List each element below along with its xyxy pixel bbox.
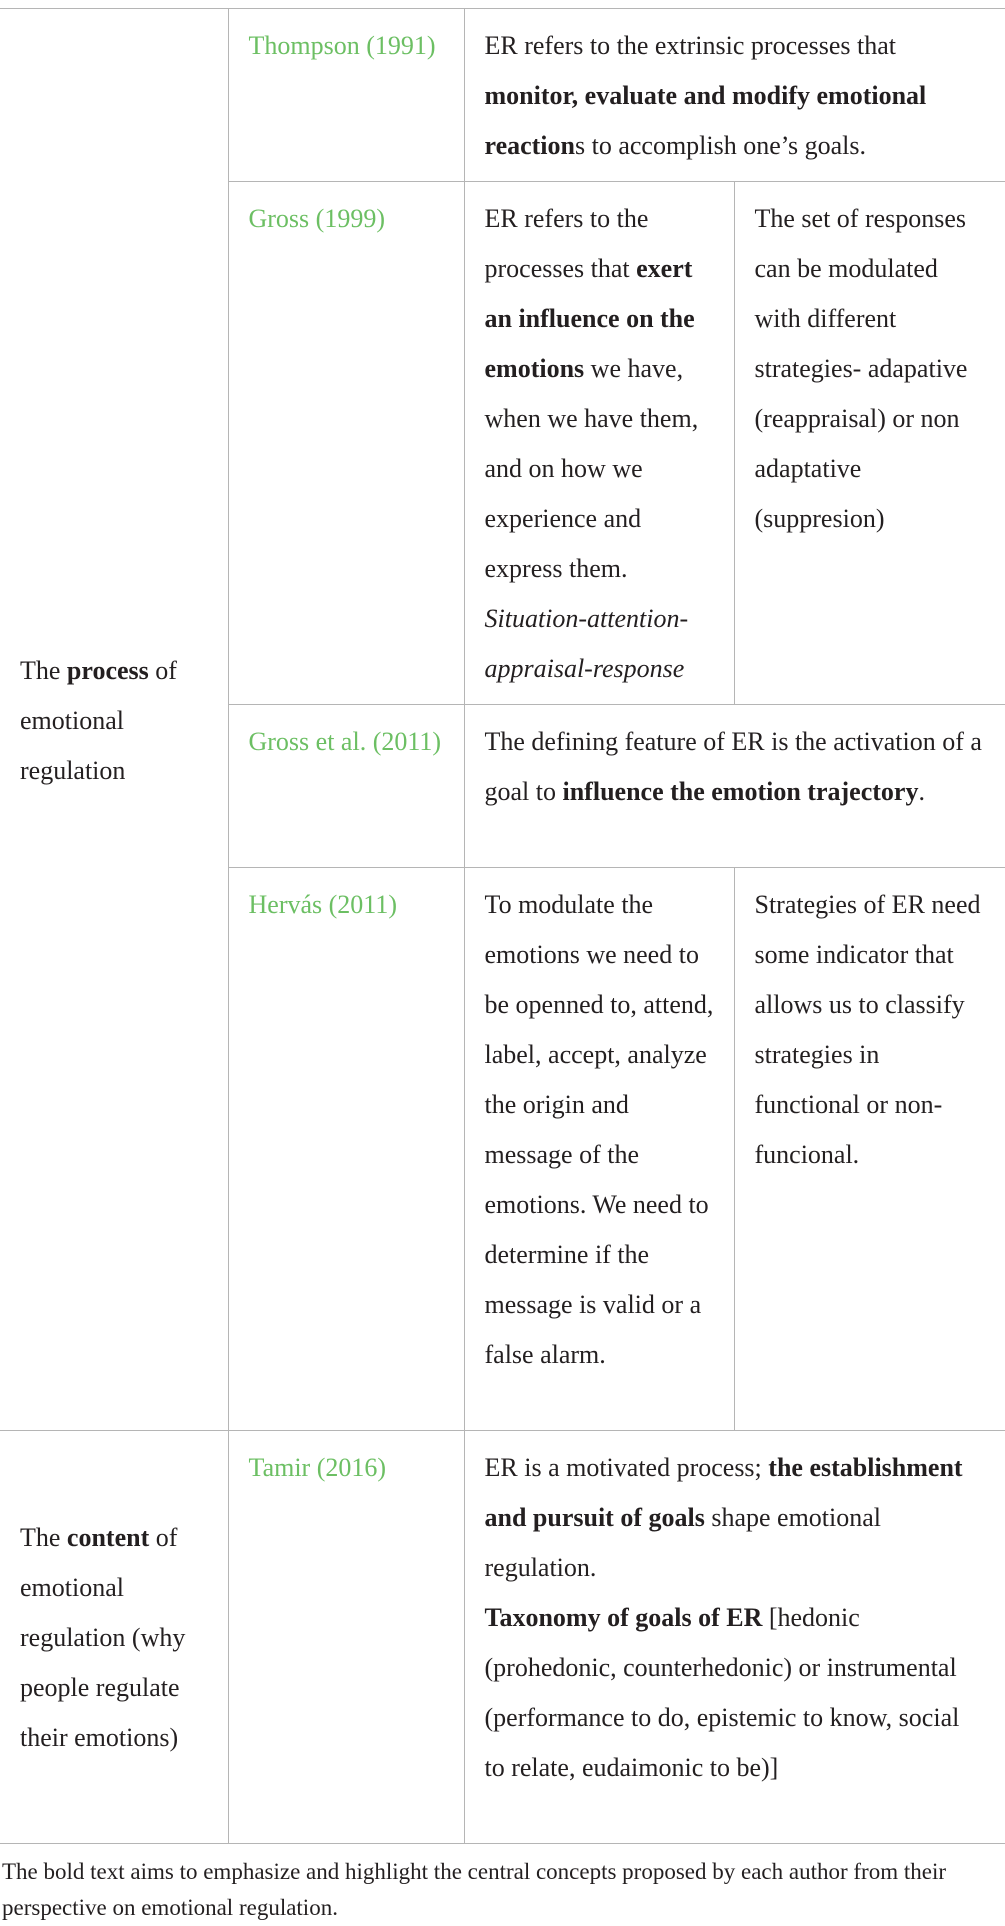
emotion-regulation-table — [0, 8, 1005, 1844]
author-cell — [228, 182, 464, 705]
group-label-pre: The — [20, 655, 67, 685]
group-label-bold: process — [66, 655, 149, 685]
definition-cell — [464, 705, 1005, 868]
definition-text: we have, when we have them, and on how we experience and express them. — [484, 354, 699, 583]
group-cell-content — [0, 1431, 228, 1844]
definition-text: ER is a motivated process; — [484, 1453, 769, 1482]
note-cell — [734, 868, 1005, 1431]
author-link[interactable]: Gross (1999) — [248, 204, 385, 233]
definition-text: The defining feature of ER is the activation of a goal to — [484, 727, 982, 806]
definition-bold: exert an influence on the emotions — [484, 254, 695, 383]
definition-text: shape emotional regulation. — [484, 1503, 882, 1582]
group-cell-process — [0, 9, 228, 1431]
author-cell — [228, 705, 464, 868]
definition-italic: Situation-attention-appraisal-response — [484, 604, 689, 683]
author-link[interactable]: Tamir (2016) — [248, 1453, 387, 1482]
table-row — [0, 1431, 1005, 1844]
taxonomy-bold: Taxonomy of goals of ER — [484, 1603, 763, 1632]
definition-cell — [464, 9, 1005, 182]
definition-cell — [464, 868, 734, 1431]
author-link[interactable]: Thompson (1991) — [248, 31, 436, 60]
author-link[interactable]: Gross et al. (2011) — [248, 727, 442, 756]
definition-bold: the establishment and pursuit of goals — [484, 1453, 963, 1532]
definition-text: ER refers to the processes that — [484, 204, 649, 283]
definition-cell — [464, 182, 734, 705]
note-text: The set of responses can be modulated with different strategies- adapative (reappraisal) or non adaptative (suppresion) — [754, 204, 968, 533]
table-footnote: The bold text aims to emphasize and highlight the central concepts proposed by each author from their perspective on emotional regulation. — [2, 1859, 946, 1920]
author-cell — [228, 868, 464, 1431]
author-link[interactable]: Hervás (2011) — [248, 890, 397, 919]
definition-cell — [464, 1431, 1005, 1844]
definition-text: . — [918, 777, 925, 806]
definition-bold: monitor, evaluate and modify emotional reaction — [484, 81, 927, 160]
table-row — [0, 9, 1005, 182]
note-cell — [734, 182, 1005, 705]
group-label-bold: content — [66, 1523, 150, 1552]
definition-text: To modulate the emotions we need to be openned to, attend, label, accept, analyze the origin and message of the emotions. We need to determine if the message is valid or a false alarm. — [484, 890, 714, 1369]
definition-text: s to accomplish one’s goals. — [575, 131, 867, 160]
author-cell — [228, 9, 464, 182]
group-label-pre: The — [20, 1523, 67, 1552]
definition-bold: influence the emotion trajectory — [562, 777, 919, 806]
group-label-post: of emotional regulation — [20, 655, 177, 785]
note-text: Strategies of ER need some indicator that allows us to classify strategies in functional or non-funcional. — [754, 890, 981, 1169]
taxonomy-text: [hedonic (prohedonic, counterhedonic) or instrumental (performance to do, epistemic to know, social to relate, eudaimonic to be)] — [484, 1603, 960, 1782]
definition-text: ER refers to the extrinsic processes that — [484, 31, 897, 60]
author-cell — [228, 1431, 464, 1844]
group-label-post: of emotional regulation (why people regulate their emotions) — [20, 1523, 186, 1752]
